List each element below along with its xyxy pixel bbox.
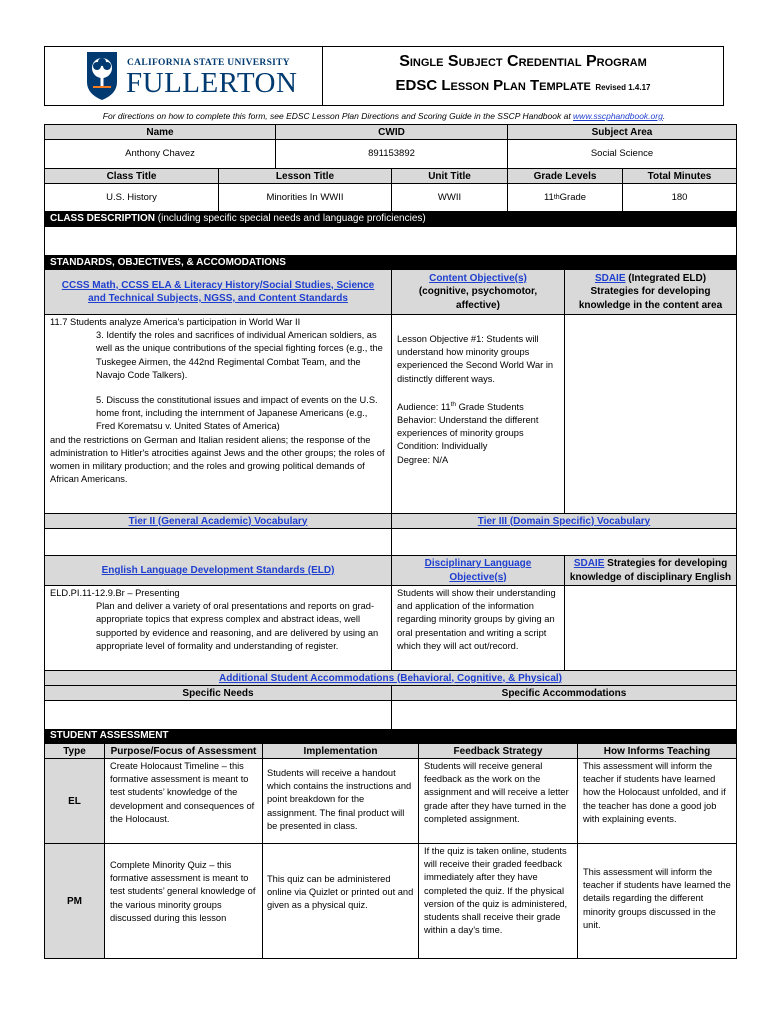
sdaie2-rest: Strategies for developing knowledge of disciplinary English xyxy=(569,558,732,583)
row-pm-informs xyxy=(577,843,737,959)
content-objective-header xyxy=(391,269,565,315)
unit-title-value: WWII xyxy=(391,183,508,212)
row-pm-type: PM xyxy=(44,843,105,959)
accom-header xyxy=(44,670,737,686)
tier2-header xyxy=(44,513,392,529)
lesson-title-header: Lesson Title xyxy=(218,168,392,184)
subject-header: Subject Area xyxy=(507,124,737,140)
condition-text: Condition: Individually xyxy=(397,441,488,452)
row-el-impl-text: Students will receive a handout which contains the instructions and point breakdown for the assignment. The final product will be presented in class. xyxy=(267,768,412,831)
class-description-title: CLASS DESCRIPTION xyxy=(50,213,156,224)
grade-header: Grade Levels xyxy=(507,168,623,184)
tree-emblem-icon xyxy=(85,52,119,100)
name-value: Anthony Chavez xyxy=(44,139,276,169)
directions-prefix: For directions on how to complete this form, see EDSC Lesson Plan Directions and Scoring Guide in the SSCP Handbook at xyxy=(102,111,574,121)
content-objective-sub: (cognitive, psychomotor, affective) xyxy=(418,286,538,311)
row-el-purpose: Create Holocaust Timeline – this formative assessment is meant to test students’ knowledge of the development and consequences of the Holocaust. xyxy=(104,758,263,844)
directions-suffix: . xyxy=(662,111,666,121)
grade-value xyxy=(507,183,623,212)
std-item3: 3. Identify the roles and sacrifices of individual American soldiers, as well as the unique contributions of the special fighting forces (e.g., the Tuskegee Airmen, the 442nd Regimental Combat Team, and the Navajo Code Talkers). xyxy=(96,330,383,380)
tier2-field[interactable] xyxy=(44,528,392,556)
eld-line1: ELD.PI.11-12.9.Br – Presenting xyxy=(50,588,180,598)
row-el-type: EL xyxy=(44,758,105,844)
eld-text: Plan and deliver a variety of oral presentations and reports on grad-appropriate topics that express complex and abstract ideas, well supported by evidence and reasoning, and are delivered by using an appropriate level of formality and understanding of register. xyxy=(96,601,379,651)
class-title-header: Class Title xyxy=(44,168,219,184)
col-feedback-header: Feedback Strategy xyxy=(418,743,578,759)
program-title: Single Subject Credential Program xyxy=(399,53,647,70)
tier2-link[interactable]: Tier II (General Academic) Vocabulary xyxy=(128,515,308,527)
class-title-value: U.S. History xyxy=(44,183,219,212)
content-objective-link[interactable]: Content Objective(s) xyxy=(429,272,527,284)
standards-content xyxy=(44,314,392,514)
specific-needs-field[interactable] xyxy=(44,700,392,730)
disc-link[interactable]: Disciplinary Language Objective(s) xyxy=(424,558,532,583)
eld-link[interactable]: English Language Development Standards (ELD) xyxy=(101,565,335,576)
row-pm-informs-text: This assessment will inform the teacher if students have learned the details regarding the different minority groups discussed in the unit. xyxy=(583,867,731,930)
grade-num: 11 xyxy=(543,191,554,203)
class-description-bar xyxy=(44,212,737,227)
grade-word: Grade xyxy=(559,191,587,203)
subject-value: Social Science xyxy=(507,139,737,169)
tier3-field[interactable] xyxy=(391,528,737,556)
template-title-wrap xyxy=(323,77,723,95)
audience-sup: th xyxy=(450,400,457,408)
col-type-header: Type xyxy=(44,743,105,759)
eld-content xyxy=(44,585,392,671)
row-pm-impl-text: This quiz can be administered online via Quizlet or printed out and given as a physical quiz. xyxy=(267,874,414,911)
row-el-feedback: Students will receive general feedback as the work on the assignment and will receive a letter grade after they have turned in the completed assignment. xyxy=(418,758,578,844)
template-title: EDSC Lesson Plan Template xyxy=(395,77,591,94)
row-el-impl xyxy=(262,758,419,844)
assessment-bar: STUDENT ASSESSMENT xyxy=(44,729,737,744)
csuf-logo xyxy=(85,51,315,103)
cwid-value: 891153892 xyxy=(275,139,508,169)
behavior-text: Behavior: Understand the different experiences of minority groups xyxy=(397,415,539,439)
sdaie-rest: (Integrated ELD) Strategies for developing knowledge in the content area xyxy=(578,272,723,311)
sdaie-link[interactable]: SDAIE xyxy=(594,272,626,284)
col-impl-header: Implementation xyxy=(262,743,419,759)
specific-accom-field[interactable] xyxy=(391,700,737,730)
objective-text: Lesson Objective #1: Students will understand how minority groups experienced the Second World War in distinctly different ways. xyxy=(397,334,554,384)
accom-link[interactable]: Additional Student Accommodations (Behavioral, Cognitive, & Physical) xyxy=(218,672,562,684)
minutes-header: Total Minutes xyxy=(622,168,737,184)
directions-text xyxy=(44,111,724,121)
standards-bar: STANDARDS, OBJECTIVES, & ACCOMODATIONS xyxy=(44,256,737,270)
minutes-value: 180 xyxy=(622,183,737,212)
university-main: FULLERTON xyxy=(126,67,298,99)
eld-header xyxy=(44,555,392,586)
lesson-title-value: Minorities In WWII xyxy=(218,183,392,212)
row-el-informs: This assessment will inform the teacher if students have learned how the Holocaust unfolded, and if the teacher has done a good job with explaining events. xyxy=(577,758,737,844)
sscp-handbook-link[interactable]: www.sscphandbook.org xyxy=(573,111,663,121)
sdaie2-content xyxy=(564,585,737,671)
ccss-link[interactable]: CCSS Math, CCSS ELA & Literacy History/Social Studies, Science and Technical Subjects, NGSS, and Content Standards xyxy=(61,279,375,304)
row-pm-impl xyxy=(262,843,419,959)
degree-text: Degree: N/A xyxy=(397,454,449,465)
tier3-header xyxy=(391,513,737,529)
tier3-link[interactable]: Tier III (Domain Specific) Vocabulary xyxy=(477,515,651,527)
disc-header xyxy=(391,555,565,586)
sdaie-header xyxy=(564,269,737,315)
revised-label: Revised 1.4.17 xyxy=(595,83,651,92)
class-description-field[interactable] xyxy=(44,226,737,256)
header-box xyxy=(44,46,724,106)
row-pm-purpose-text: Complete Minority Quiz – this formative assessment is meant to test students’ general knowledge of the various minority groups discussed during this lesson xyxy=(110,860,256,923)
cwid-header: CWID xyxy=(275,124,508,140)
specific-accom-header: Specific Accommodations xyxy=(391,685,737,701)
std-line1: 11.7 Students analyze America's participation in World War II xyxy=(50,317,301,327)
class-description-subtitle: (including specific special needs and language proficiencies) xyxy=(155,213,426,224)
row-pm-feedback: If the quiz is taken online, students will receive their graded feedback immediately after they have completed the quiz. If the physical version of the quiz is administered, students shall receive their grade within a day’s time. xyxy=(418,843,578,959)
sdaie2-link[interactable]: SDAIE xyxy=(573,558,605,569)
university-top: CALIFORNIA STATE UNIVERSITY xyxy=(127,58,290,68)
ccss-header xyxy=(44,269,392,315)
std-item5-b: and the restrictions on German and Italian resident aliens; the response of the administration to Hitler's atrocities against Jews and the other groups; the roles of women in military production; and the roles and growing political demands of African Americans. xyxy=(50,434,385,485)
disc-content: Students will show their understanding and application of the information regarding minority groups by giving an oral presentation and writing a script which they will act out/record. xyxy=(391,585,565,671)
audience-post: Grade Students xyxy=(456,401,524,412)
sdaie2-header xyxy=(564,555,737,586)
objective-content xyxy=(391,314,565,514)
audience-pre: Audience: 11 xyxy=(397,401,451,412)
unit-title-header: Unit Title xyxy=(391,168,508,184)
col-purpose-header: Purpose/Focus of Assessment xyxy=(104,743,263,759)
info-table xyxy=(44,124,737,212)
std-item5-a: 5. Discuss the constitutional issues and impact of events on the U.S. home front, including the internment of Japanese Americans (e.g., Fred Korematsu v. United States of America) xyxy=(96,394,378,432)
row-pm-purpose xyxy=(104,843,263,959)
grade-sup: th xyxy=(553,193,560,201)
specific-needs-header: Specific Needs xyxy=(44,685,392,701)
name-header: Name xyxy=(44,124,276,140)
sdaie-content xyxy=(564,314,737,514)
audience-line xyxy=(397,400,559,414)
col-informs-header: How Informs Teaching xyxy=(577,743,737,759)
